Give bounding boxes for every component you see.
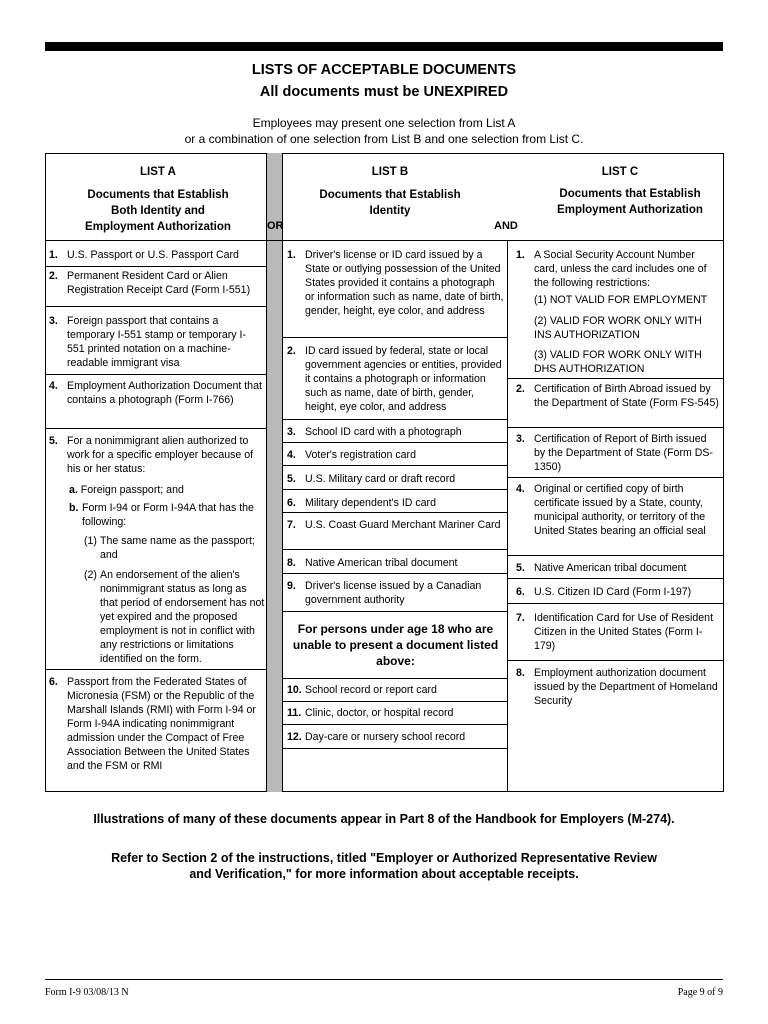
header-divider <box>45 240 724 241</box>
divider <box>45 669 266 670</box>
top-rule <box>45 42 723 51</box>
list-c-title: LIST C <box>601 166 639 178</box>
divider <box>283 419 507 420</box>
page-title: LISTS OF ACCEPTABLE DOCUMENTS <box>251 62 517 78</box>
divider <box>283 465 507 466</box>
divider <box>283 337 507 338</box>
list-a-item-5a: a. Foreign passport; and <box>69 484 184 496</box>
divider <box>283 611 507 612</box>
list-a-title: LIST A <box>140 166 176 178</box>
page-number: Page 9 of 9 <box>677 987 723 998</box>
divider <box>283 748 507 749</box>
divider <box>283 678 507 679</box>
divider <box>507 378 723 379</box>
receipts-note-line-1: Refer to Section 2 of the instructions, titled "Employer or Authorized Representative Review <box>111 851 657 865</box>
divider <box>45 306 266 307</box>
divider <box>507 603 723 604</box>
intro-line-1: Employees may present one selection from List A <box>252 116 516 130</box>
page-subtitle: All documents must be UNEXPIRED <box>259 84 509 100</box>
list-b-title: LIST B <box>371 166 409 178</box>
divider <box>283 549 507 550</box>
list-c-restriction-2: (2) VALID FOR WORK ONLY WITH INS AUTHORIZATION <box>534 315 702 341</box>
divider <box>45 428 266 429</box>
list-a-description: Documents that Establish Both Identity and Employment Authorization <box>85 189 231 233</box>
list-c-restriction-3: (3) VALID FOR WORK ONLY WITH DHS AUTHORIZATION <box>534 349 702 375</box>
divider <box>507 427 723 428</box>
divider <box>283 701 507 702</box>
list-c-restriction-1: (1) NOT VALID FOR EMPLOYMENT <box>534 294 708 306</box>
divider <box>507 660 723 661</box>
divider <box>45 374 266 375</box>
divider <box>45 266 266 267</box>
form-id: Form I-9 03/08/13 N <box>45 987 129 998</box>
divider <box>283 724 507 725</box>
receipts-note-line-2: and Verification," for more information about acceptable receipts. <box>189 867 579 881</box>
divider <box>283 442 507 443</box>
illustrations-note: Illustrations of many of these documents appear in Part 8 of the Handbook for Employers (M-274). <box>93 812 675 826</box>
list-b-c-divider <box>507 240 508 792</box>
divider <box>507 555 723 556</box>
divider <box>507 578 723 579</box>
list-b-description: Documents that Establish Identity <box>319 189 461 217</box>
divider <box>283 489 507 490</box>
or-label: OR <box>267 220 284 232</box>
divider <box>283 573 507 574</box>
intro-line-2: or a combination of one selection from List B and one selection from List C. <box>184 132 584 146</box>
and-label: AND <box>494 220 518 232</box>
divider <box>283 512 507 513</box>
list-c-description: Documents that Establish Employment Authorization <box>557 188 703 216</box>
or-separator-column <box>266 153 283 792</box>
bottom-rule <box>45 979 723 980</box>
divider <box>507 477 723 478</box>
under-18-heading: For persons under age 18 who are unable to present a document listed above: <box>292 622 499 668</box>
